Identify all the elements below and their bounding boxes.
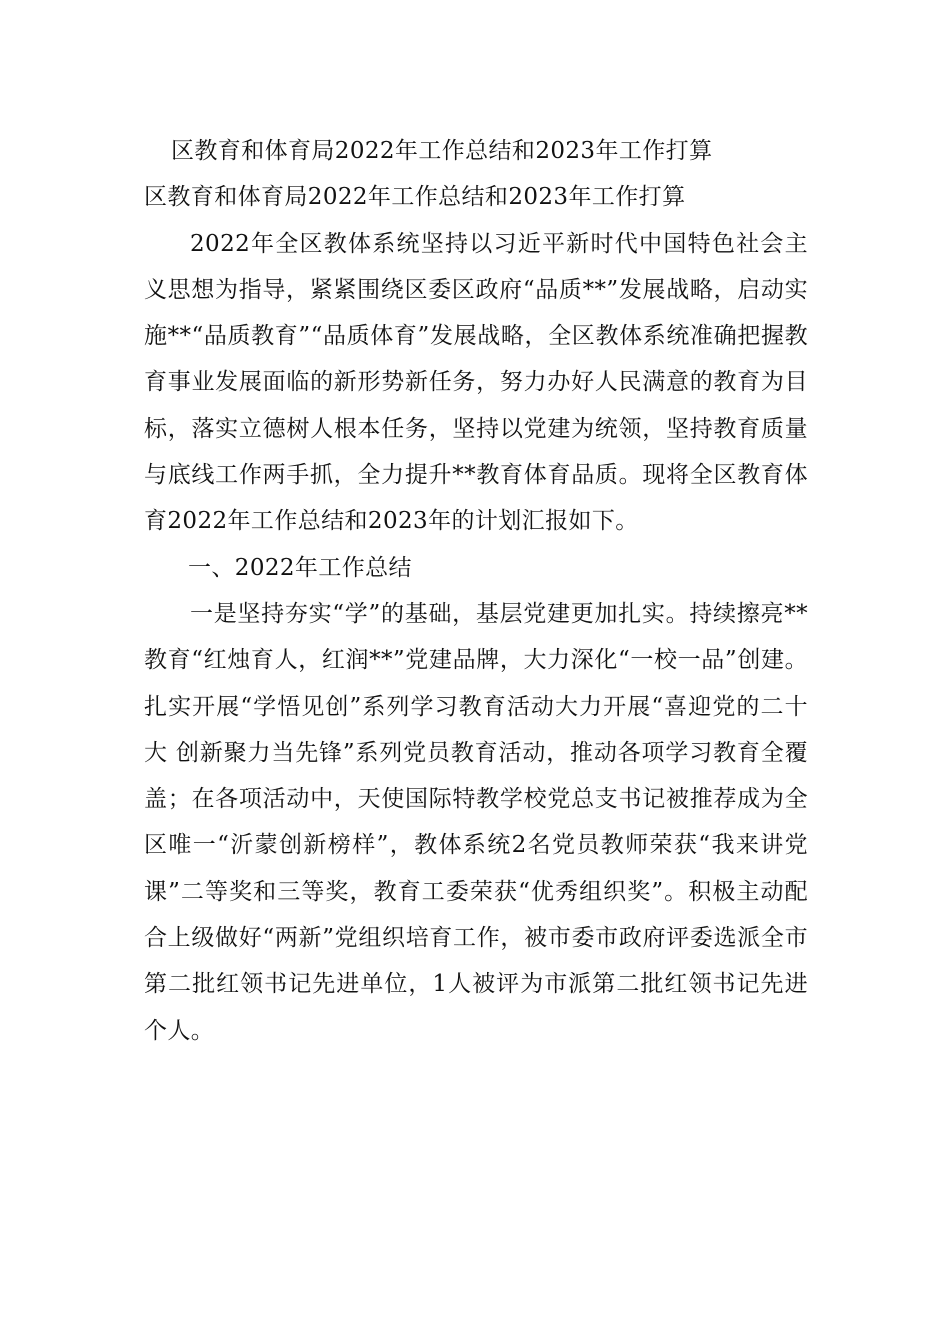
section-paragraph: 一是坚持夯实“学”的基础，基层党建更加扎实。持续擦亮**教育“红烛育人，红润**”党建品牌，大力深化“一校一品”创建。扎实开展“学悟见创”系列学习教育活动大力开展“喜迎党的二十大 创新聚力当先锋”系列党员教育活动，推动各项学习教育全覆盖；在各项活动中，天使国际特教学校党总支书记被推荐成为全区唯一“沂蒙创新榜样”，教体系统2名党员教师荣获“我来讲党课”二等奖和三等奖，教育工委荣获“优秀组织奖”。积极主动配合上级做好“两新”党组织培育工作，被市委市政府评委选派全市第二批红领书记先进单位，1人被评为市派第二批红领书记先进个人。 bbox=[144, 600, 808, 1044]
document-body bbox=[144, 128, 808, 1054]
document-title-repeat: 区教育和体育局2022年工作总结和2023年工作打算 bbox=[144, 184, 686, 211]
document-title: 区教育和体育局2022年工作总结和2023年工作打算 bbox=[171, 138, 713, 164]
intro-paragraph: 2022年全区教体系统坚持以习近平新时代中国特色社会主义思想为指导，紧紧围绕区委区政府“品质**”发展战略，启动实施**“品质教育”“品质体育”发展战略，全区教体系统准确把握教育事业发展面临的新形势新任务，努力办好人民满意的教育为目标，落实立德树人根本任务，坚持以党建为统领，坚持教育质量与底线工作两手抓，全力提升**教育体育品质。现将全区教育体育2022年工作总结和2023年的计划汇报如下。 bbox=[144, 230, 808, 535]
section-heading: 一、2022年工作总结 bbox=[188, 554, 412, 581]
